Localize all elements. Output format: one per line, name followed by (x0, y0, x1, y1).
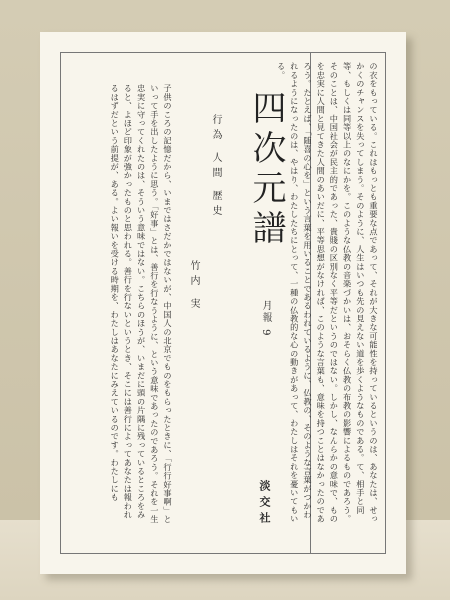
essay-body-text: 子供のころの記憶だから、いまではさだかではないが、中国人の北京でものをもらったときに、「行行好事啊」といって手を出したように思う。「好事」とは、善行を行なうように、という意味であったのであろう。それを一生忠実に守ってくれたのは、そういう意味ではない。こちらのほうが、いまだに頭の片隅に残っているところをみると、よほど印象が強かったものと思われる。善行を行ないというとき、そこには善行によってあなたは報われるはずだという前提が、ある。よい報いを受ける時期を、わたしはあなたにみえているのです。わたしにも (110, 84, 173, 524)
issue-label: 月報 9 (260, 300, 271, 338)
essay-continuation-text: の衣をもっている。これはもっとも重要な点であって、それが大きな可能性を持っているというのは、あなたは、せっかくのチャンスを失ってしまう。そのように、人生はいつも先の見えない道を歩くようなものである。て、相手と同等、もしくは同等以上のなにかを。このような仏教の音楽づかいは、おそらく仏教の布教の影響によるものであろう。そのことは、中国社会が民主的であった、貴賤の区別なく平等だというのではない。しかし、なんらかの意味で、ものを忠実に人間と見てきた人間のあいだに、平等思想がなければ、このような言葉も、意味を持つことはなかったのであろう。たとえば、「随喜の心を」という言葉を用いることであるわれているように、仏教の、そのような言葉がつかわれるようになったのは、やはり、わたしたちにとって、一種の仏教的な心の動きがあって、わたしはそれを憂いてもいる。 (276, 62, 379, 524)
publisher-name: 淡交社 (258, 480, 271, 528)
masthead-title: 四次元譜 (246, 90, 286, 250)
pamphlet-sheet (40, 32, 406, 574)
essay-author: 竹内 実 (188, 260, 199, 314)
essay-title: 行為 人間 歴史 (210, 114, 221, 221)
